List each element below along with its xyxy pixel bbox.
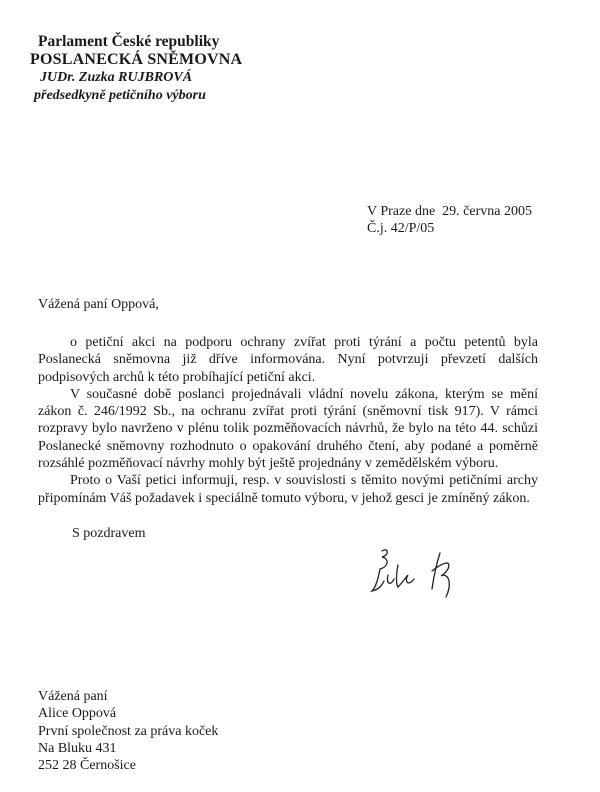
letter-meta [367,203,532,237]
handwritten-signature-icon [368,545,488,605]
place-date: V Praze dne 29. června 2005 [367,204,532,219]
letterhead-chamber: POSLANECKÁ SNĚMOVNA [30,51,243,68]
letterhead-name: JUDr. Zuzka RUJBROVÁ [40,70,193,85]
closing: S pozdravem [72,526,146,541]
address-name: Alice Oppová [38,706,117,722]
greeting: Vážená paní Oppová, [38,297,159,312]
recipient-address [38,688,218,774]
paragraph: o petiční akci na podporu ochrany zvířat proti týrání a počtu petentů byla Poslanecká sněmovna již dříve informována. Nyní potvrzuji převzetí dalších podpisových archů k této probíhající petiční akci. [38,335,538,385]
letterhead [30,33,243,105]
letter-body [38,334,538,507]
paragraph: Proto o Vaší petici informuji, resp. v souvislosti s těmito novými petičními archy připomínám Váš požadavek i speciálně tomuto výboru, v jehož gesci je zmíněný zákon. [38,473,538,506]
address-city: 252 28 Černošice [38,758,136,774]
address-organization: První společnost za práva koček [38,723,219,739]
paragraph: V současné době poslanci projednávali vládní novelu zákona, kterým se mění zákon č. 246/1992 Sb., na ochranu zvířat proti týrání (sněmovní tisk 917). V rámci rozpravy bylo navrženo v plénu tolik pozměňovacích návrhů, že bylo na této 44. schůzi Poslanecké sněmovny rozhodnuto o opakování druhého čtení, aby podané a poměrně rozsáhlé pozměňovací návrhy mohly být ještě projednány v zemědělském výboru. [38,386,538,472]
address-street: Na Bluku 431 [38,740,117,756]
address-salutation: Vážená paní [38,689,108,704]
letterhead-parliament: Parlament České republiky [38,33,220,50]
reference-number: Č.j. 42/P/05 [367,221,435,236]
letterhead-role: předsedkyně petičního výboru [34,88,206,103]
